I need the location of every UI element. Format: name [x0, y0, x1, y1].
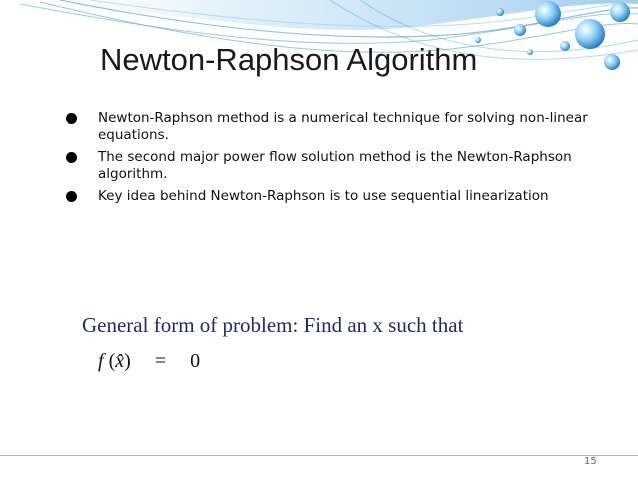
page-number: 15 [584, 456, 597, 467]
equation-variable: x̂ [115, 350, 125, 372]
equation-equals: = [154, 350, 167, 372]
general-form-text: General form of problem: Find an x such that [82, 313, 464, 337]
footer-divider [0, 455, 638, 456]
bullet-dot-icon [66, 191, 77, 202]
equation-open-paren: ( [108, 350, 116, 372]
equation [98, 350, 200, 373]
equation-function: f [98, 350, 104, 372]
bullet-list [62, 110, 602, 210]
bullet-text: The second major power flow solution method is the Newton-Raphson algorithm. [98, 149, 572, 182]
slide-title: Newton-Raphson Algorithm [100, 42, 478, 77]
equation-close-paren: ) [124, 350, 131, 372]
bullet-item [62, 188, 602, 205]
bullet-dot-icon [66, 152, 77, 163]
equation-rhs: 0 [190, 350, 201, 372]
bullet-text: Key idea behind Newton-Raphson is to use sequential linearization [98, 188, 549, 204]
bullet-item [62, 149, 602, 183]
bullet-text: Newton-Raphson method is a numerical technique for solving non-linear equations. [98, 110, 588, 143]
bullet-dot-icon [66, 113, 77, 124]
bullet-item [62, 110, 602, 144]
